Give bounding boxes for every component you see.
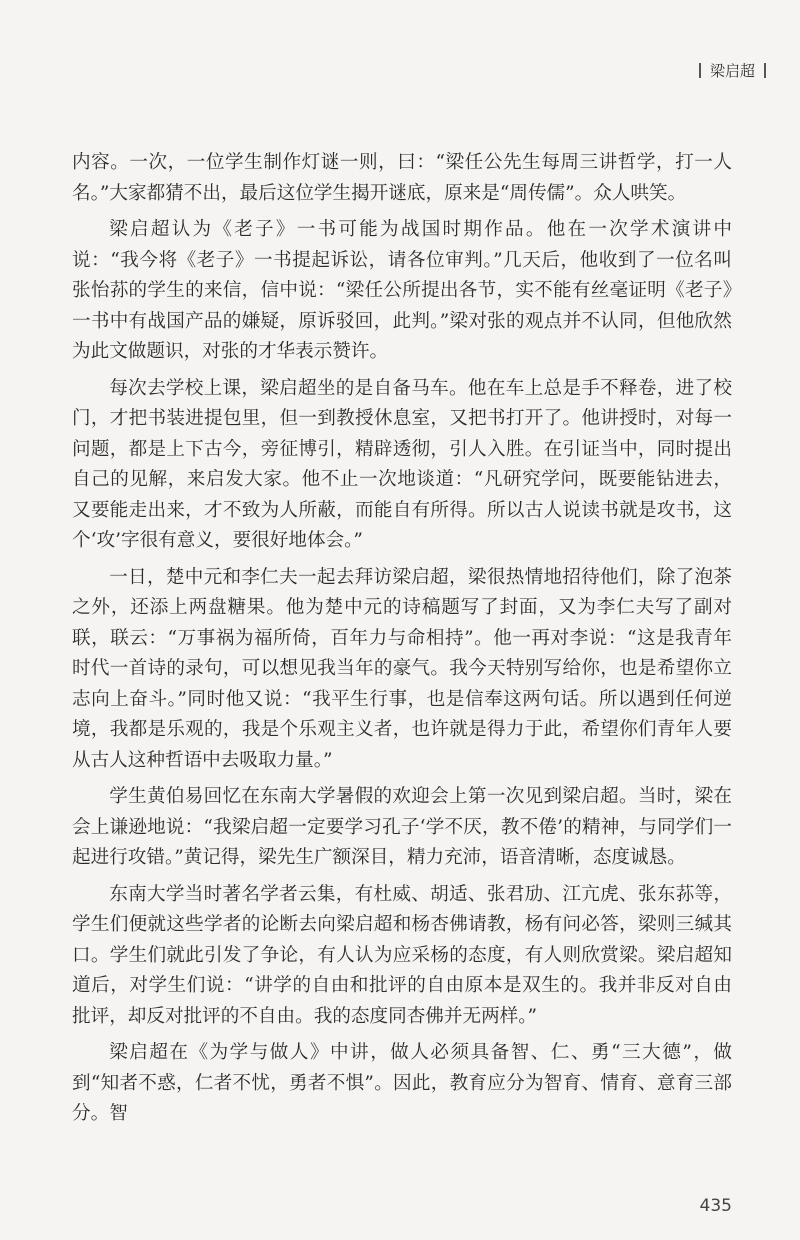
body-text: [72, 148, 732, 1136]
paragraph: 梁启超认为《老子》一书可能为战国时期作品。他在一次学术演讲中说：“我今将《老子》一书提起诉讼，请各位审判。”几天后，他收到了一位名叫张怡荪的学生的来信，信中说：“梁任公所提出各节，实不能有丝毫证明《老子》一书中有战国产品的嫌疑，原诉驳回，此判。”梁对张的观点并不认同，但他欣然为此文做题识，对张的才华表示赞许。: [72, 219, 732, 362]
header-divider-left: [699, 63, 701, 78]
header-divider-right: [764, 63, 766, 78]
paragraph: 内容。一次，一位学生制作灯谜一则，曰：“梁任公先生每周三讲哲学，打一人名。”大家都猜不出，最后这位学生揭开谜底，原来是“周传儒”。众人哄笑。: [72, 152, 732, 204]
page-number: 435: [699, 1196, 732, 1216]
running-header: [699, 60, 766, 81]
paragraph: 学生黄伯易回忆在东南大学暑假的欢迎会上第一次见到梁启超。当时，梁在会上谦逊地说：“我梁启超一定要学习孔子‘学不厌，教不倦’的精神，与同学们一起进行攻错。”黄记得，梁先生广额深目，精力充沛，语音清晰，态度诚恳。: [72, 786, 732, 868]
paragraph: 东南大学当时著名学者云集，有杜威、胡适、张君劢、江亢虎、张东荪等，学生们便就这些学者的论断去向梁启超和杨杏佛请教，杨有问必答，梁则三缄其口。学生们就此引发了争论，有人认为应采杨的态度，有人则欣赏梁。梁启超知道后，对学生们说：“讲学的自由和批评的自由原本是双生的。我并非反对自由批评，却反对批评的不自由。我的态度同杏佛并无两样。”: [72, 883, 732, 1027]
paragraph: 梁启超在《为学与做人》中讲，做人必须具备智、仁、勇“三大德”，做到“知者不惑，仁者不忧，勇者不惧”。因此，教育应分为智育、情育、意育三部分。智: [72, 1042, 732, 1124]
paragraph: 每次去学校上课，梁启超坐的是自备马车。他在车上总是手不释卷，进了校门，才把书装进提包里，但一到教授休息室，又把书打开了。他讲授时，对每一问题，都是上下古今，旁征博引，精辟透彻，引人入胜。在引证当中，同时提出自己的见解，来启发大家。他不止一次地谈道：“凡研究学问，既要能钻进去，又要能走出来，才不致为人所蔽，而能自有所得。所以古人说读书就是攻书，这个‘攻’字很有意义，要很好地体会。”: [72, 377, 732, 551]
running-header-title: 梁启超: [709, 62, 755, 80]
paragraph: 一日，楚中元和李仁夫一起去拜访梁启超，梁很热情地招待他们，除了泡茶之外，还添上两盘糖果。他为楚中元的诗稿题写了封面，又为李仁夫写了副对联，联云：“万事祸为福所倚，百年力与命相持”。他一再对李说：“这是我青年时代一首诗的录句，可以想见我当年的豪气。我今天特别写给你，也是希望你立志向上奋斗。”同时他又说：“我平生行事，也是信奉这两句话。所以遇到任何逆境，我都是乐观的，我是个乐观主义者，也许就是得力于此，希望你们青年人要从古人这种哲语中去吸取力量。”: [72, 566, 732, 771]
